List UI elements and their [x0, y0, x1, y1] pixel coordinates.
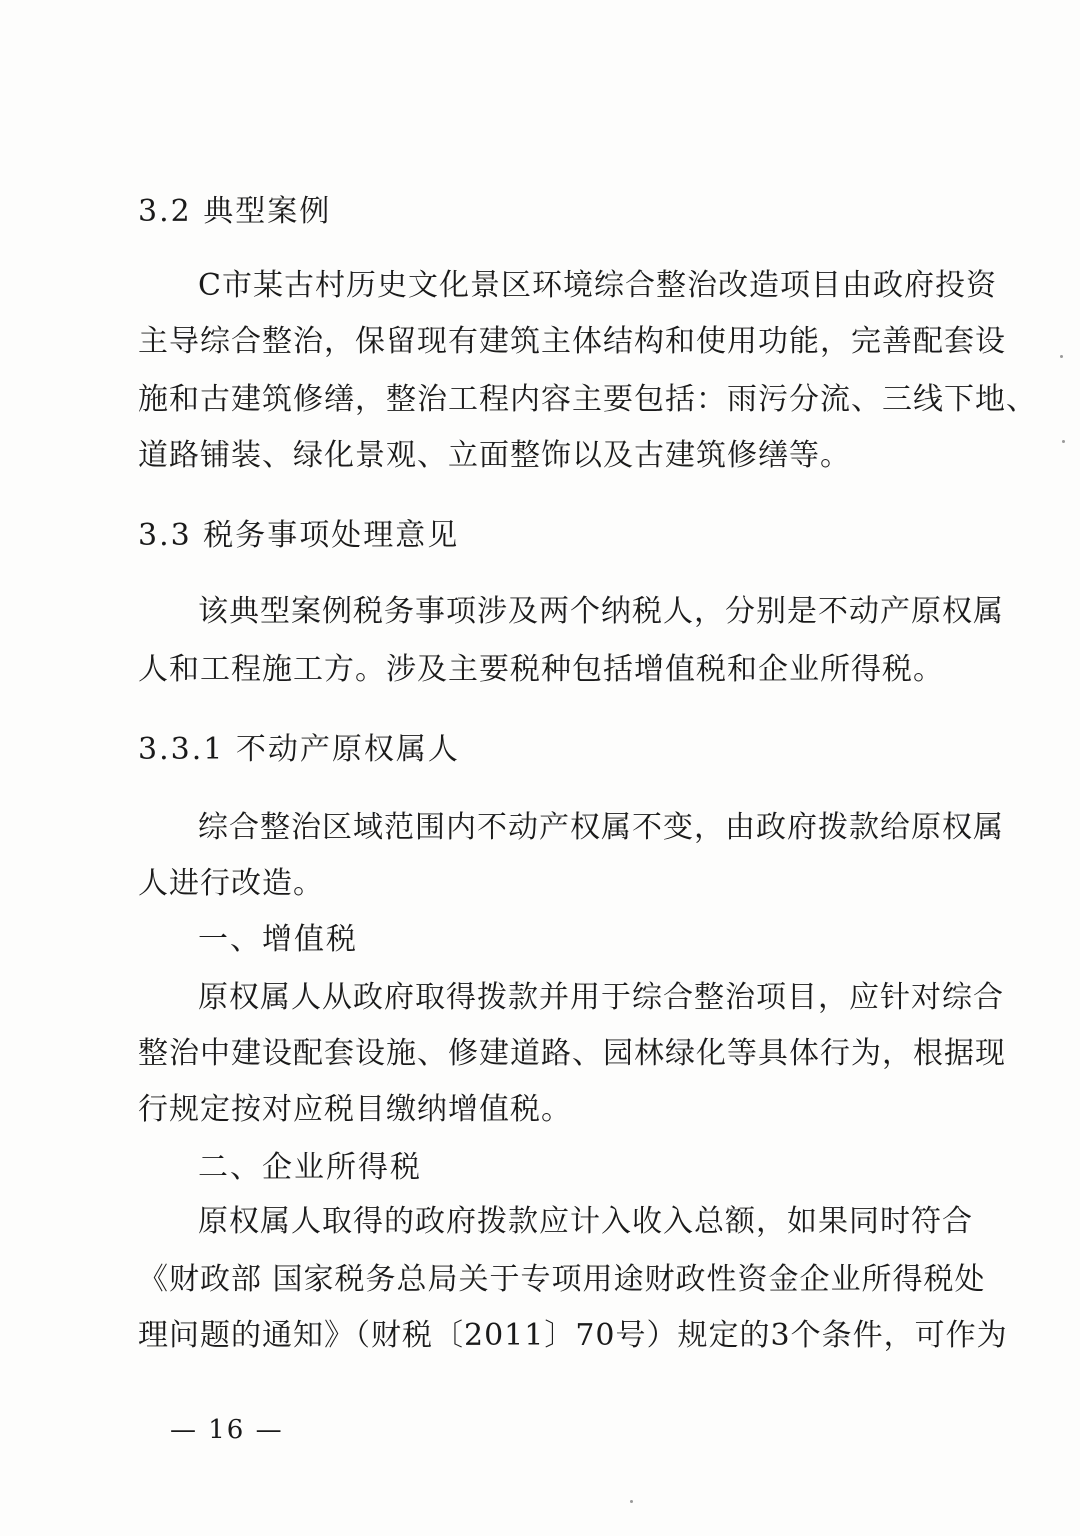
paragraph-line: 理问题的通知》（财税〔2011〕70号）规定的3个条件，可作为 — [138, 1318, 1008, 1353]
paragraph-line: 人和工程施工方。涉及主要税种包括增值税和企业所得税。 — [138, 652, 944, 687]
paragraph-line: 道路铺装、绿化景观、立面整饰以及古建筑修缮等。 — [138, 438, 851, 473]
paragraph-line: 整治中建设配套设施、修建道路、园林绿化等具体行为，根据现 — [138, 1036, 1006, 1071]
scan-speck — [630, 1500, 633, 1503]
paragraph-line: 该典型案例税务事项涉及两个纳税人，分别是不动产原权属 — [198, 594, 1004, 629]
paragraph-line: 施和古建筑修缮，整治工程内容主要包括：雨污分流、三线下地、 — [138, 382, 1037, 417]
paragraph-line: 人进行改造。 — [138, 866, 324, 901]
paragraph-line: C市某古村历史文化景区环境综合整治改造项目由政府投资 — [198, 268, 997, 303]
subheading-vat: 一、增值税 — [198, 922, 358, 957]
paragraph-line: 原权属人取得的政府拨款应计入收入总额，如果同时符合 — [198, 1204, 973, 1239]
section-heading-3-2: 3.2 典型案例 — [138, 194, 332, 229]
page-number: — 16 — — [170, 1415, 284, 1445]
scan-speck — [1060, 355, 1063, 358]
paragraph-line: 主导综合整治，保留现有建筑主体结构和使用功能，完善配套设 — [138, 324, 1006, 359]
subheading-corporate-income-tax: 二、企业所得税 — [198, 1150, 422, 1185]
section-heading-3-3: 3.3 税务事项处理意见 — [138, 518, 460, 553]
paragraph-line: 行规定按对应税目缴纳增值税。 — [138, 1092, 572, 1127]
scan-speck — [1062, 440, 1065, 443]
paragraph-line: 《财政部 国家税务总局关于专项用途财政性资金企业所得税处 — [138, 1262, 986, 1297]
paragraph-line: 综合整治区域范围内不动产权属不变，由政府拨款给原权属 — [198, 810, 1004, 845]
paragraph-line: 原权属人从政府取得拨款并用于综合整治项目，应针对综合 — [198, 980, 1004, 1015]
section-heading-3-3-1: 3.3.1 不动产原权属人 — [138, 732, 460, 767]
